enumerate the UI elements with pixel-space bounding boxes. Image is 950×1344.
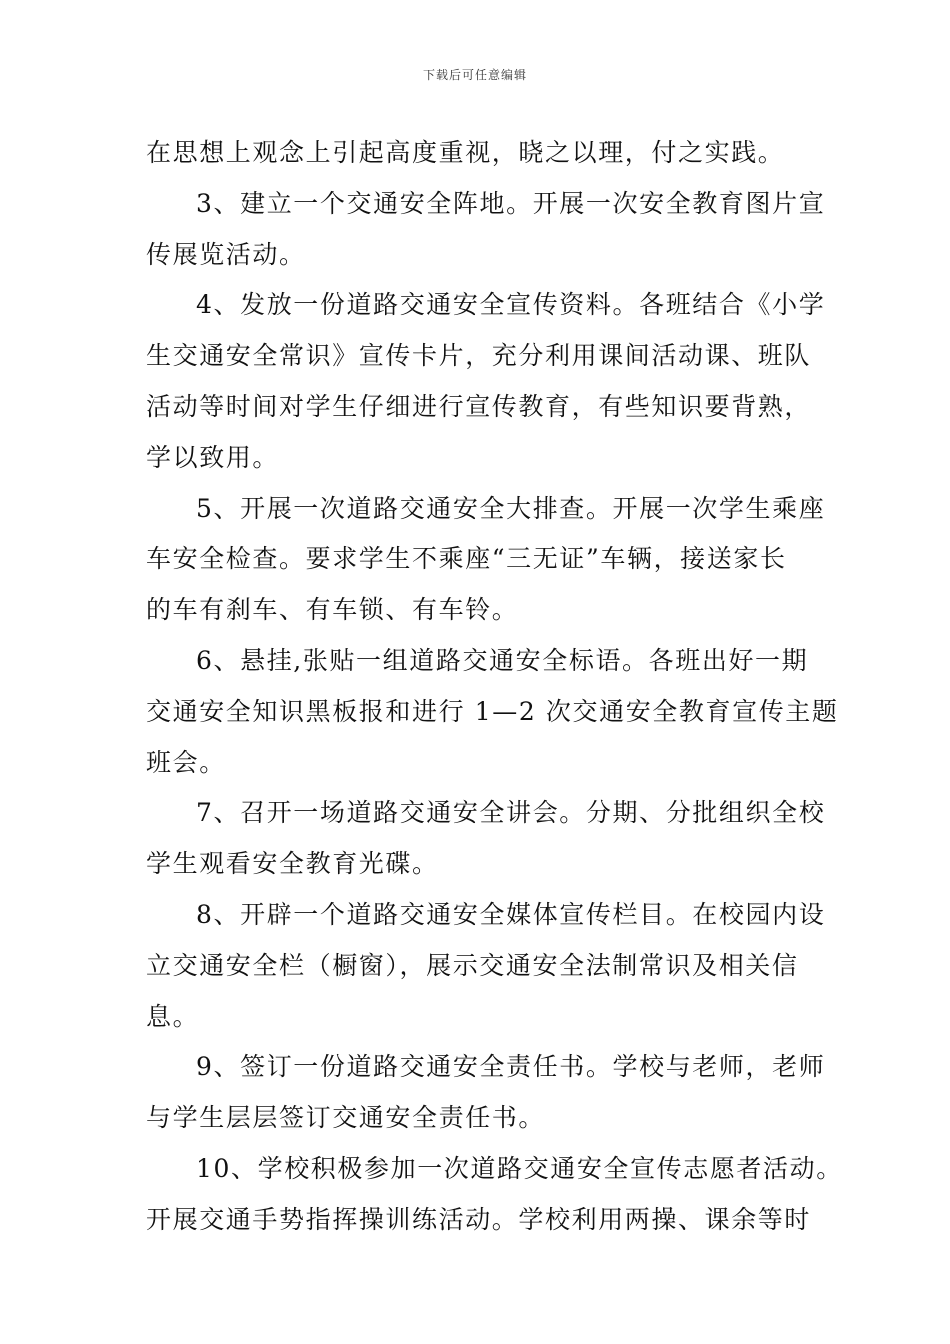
text-line: 学以致用。 — [146, 442, 280, 472]
paragraph-item-3 — [146, 179, 836, 281]
text-line: 的车有刹车、有车锁、有车铃。 — [146, 595, 519, 625]
text-line: 与学生层层签订交通安全责任书。 — [146, 1103, 546, 1133]
paragraph-item-7 — [146, 788, 836, 890]
paragraph-continuation — [146, 128, 836, 179]
text-line: 10、学校积极参加一次道路交通安全宣传志愿者活动。 — [196, 1153, 843, 1183]
text-line: 车安全检查。要求学生不乘座“三无证”车辆，接送家长 — [146, 544, 787, 574]
text-line: 7、召开一场道路交通安全讲会。分期、分批组织全校 — [196, 798, 826, 828]
text-line: 8、开辟一个道路交通安全媒体宣传栏目。在校园内设 — [196, 899, 826, 929]
paragraph-item-4 — [146, 280, 836, 483]
text-line: 立交通安全栏（橱窗），展示交通安全法制常识及相关信 — [146, 950, 799, 980]
text-line: 开展交通手势指挥操训练活动。学校利用两操、课余等时 — [146, 1204, 812, 1234]
text-line: 9、签订一份道路交通安全责任书。学校与老师，老师 — [196, 1052, 826, 1082]
page-header: 下载后可任意编辑 — [422, 68, 527, 82]
text-line: 在思想上观念上引起高度重视，晓之以理，付之实践。 — [146, 138, 785, 167]
text-line: 5、开展一次道路交通安全大排查。开展一次学生乘座 — [196, 493, 826, 523]
text-line: 4、发放一份道路交通安全宣传资料。各班结合《小学 — [196, 290, 826, 320]
text-line: 学生观看安全教育光碟。 — [146, 849, 439, 879]
document-body — [146, 128, 843, 1246]
text-line: 传展览活动。 — [146, 239, 306, 269]
text-line: 生交通安全常识》宣传卡片，充分利用课间活动课、班队 — [146, 341, 812, 371]
text-line: 3、建立一个交通安全阵地。开展一次安全教育图片宣 — [196, 188, 826, 218]
text-line: 班会。 — [146, 747, 226, 777]
text-line: 交通安全知识黑板报和进行 1—2 次交通安全教育宣传主题 — [146, 696, 839, 726]
paragraph-item-8 — [146, 890, 836, 1042]
paragraph-item-10 — [146, 1144, 843, 1246]
text-line: 息。 — [146, 1001, 200, 1031]
paragraph-item-5 — [146, 484, 836, 636]
text-line: 6、悬挂,张贴一组道路交通安全标语。各班出好一期 — [196, 645, 809, 675]
paragraph-item-9 — [146, 1042, 836, 1144]
paragraph-item-6 — [146, 636, 839, 788]
text-line: 活动等时间对学生仔细进行宣传教育，有些知识要背熟， — [146, 391, 812, 421]
